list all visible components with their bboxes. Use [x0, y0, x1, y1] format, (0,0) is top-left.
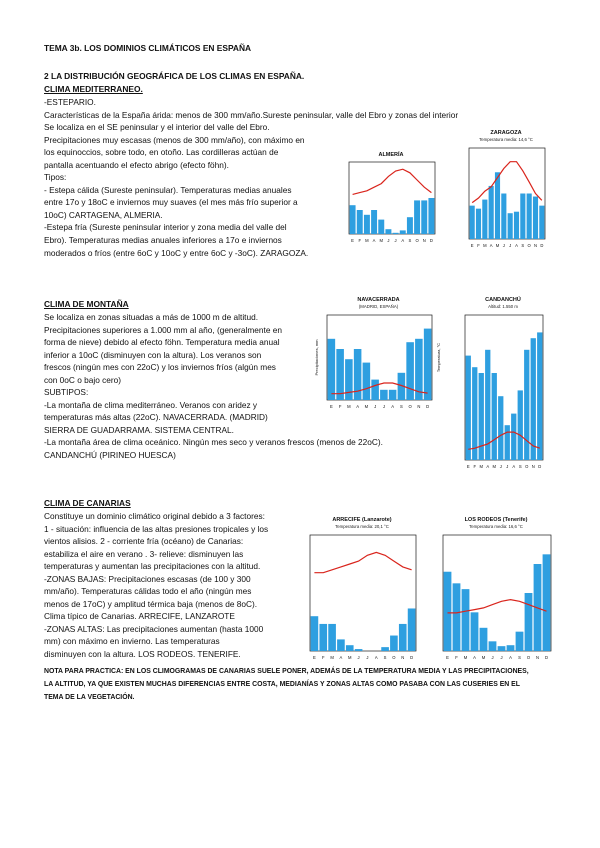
- text-line: 1 - situación: influencia de las altas presiones tropicales y los: [44, 523, 269, 534]
- month-tick: M: [492, 464, 496, 469]
- month-tick: D: [540, 243, 544, 248]
- precip-bar: [407, 217, 413, 234]
- precip-bar: [337, 639, 345, 651]
- month-tick: J: [366, 655, 369, 660]
- month-tick: E: [446, 655, 449, 660]
- text-line: Tipos:: [44, 172, 67, 183]
- text-line: Características de la España árida: menos de 300 mm/año.Sureste peninsular, valle del Ebro y zonas del interior: [44, 109, 459, 120]
- precip-bar: [489, 186, 494, 239]
- chart-subtitle: Temperatura media: 16,6 °C: [469, 524, 523, 529]
- chart-title: ALMERÍA: [378, 152, 404, 158]
- precip-bar: [501, 194, 506, 240]
- precip-bar: [389, 390, 397, 400]
- text-line: Ebro). Temperaturas medias anuales inferiores a 17o e inviernos: [44, 235, 282, 246]
- text-line: -La montaña de clima mediterráneo. Veranos con aridez y: [44, 399, 258, 410]
- text-line: mm) con máximo en invierno. Las temperaturas: [44, 636, 220, 647]
- text-line: disminuyen con la altura. LOS RODEOS. TENERIFE.: [44, 649, 241, 660]
- text-line: SIERRA DE GUADARRAMA. SISTEMA CENTRAL.: [44, 424, 234, 435]
- precip-bar: [507, 645, 515, 651]
- month-tick: J: [491, 655, 494, 660]
- note-line: NOTA PARA PRACTICA: EN LOS CLIMOGRAMAS DE CANARIAS SUELE PONER, ADEMÁS DE LA TEMPERATURA MEDIA Y LAS PRECIPITACIONES,: [44, 668, 529, 675]
- month-tick: A: [356, 404, 360, 409]
- month-tick: E: [351, 238, 354, 243]
- chart-title: ARRECIFE (Lanzarote): [332, 517, 392, 523]
- precip-bar: [381, 647, 389, 651]
- month-tick: F: [473, 464, 477, 469]
- month-tick: N: [401, 655, 405, 660]
- precip-bar: [328, 339, 336, 400]
- text-line: menos de 17oC) y amplitud térmica baja (menos de 8oC).: [44, 598, 258, 609]
- text-line: -ZONAS BAJAS: Precipitaciones escasas (de 100 y 300: [44, 573, 251, 584]
- climograph-almeria: [335, 148, 447, 248]
- precip-bar: [489, 641, 497, 651]
- chart-subtitle: Altitud: 1.550 m: [488, 304, 518, 309]
- month-tick: N: [535, 655, 540, 660]
- precip-bar: [364, 215, 370, 234]
- month-tick: J: [500, 655, 503, 660]
- precip-bar: [354, 349, 362, 400]
- temperature-line: [314, 552, 411, 572]
- month-tick: M: [364, 404, 369, 409]
- section-heading: 2 LA DISTRIBUCIÓN GEOGRÁFICA DE LOS CLIMAS EN ESPAÑA.: [44, 71, 305, 81]
- month-tick: F: [455, 655, 458, 660]
- month-tick: A: [372, 238, 376, 243]
- month-tick: J: [394, 238, 397, 243]
- precip-bar: [498, 396, 503, 460]
- precip-bar: [492, 373, 497, 460]
- text-line: vientos alisios. 2 - corriente fría (océano) de Canarias:: [44, 536, 244, 547]
- text-line: frescos (ningún mes con 22oC) y los inviernos fríos (algún mes: [44, 362, 276, 373]
- precip-bar: [495, 172, 500, 239]
- month-tick: M: [483, 243, 487, 248]
- precip-bar: [476, 209, 481, 239]
- text-line: con 0oC o bajo cero): [44, 374, 122, 385]
- y-axis-label: Precipitaciones, mm: [314, 339, 319, 376]
- month-tick: S: [399, 404, 403, 409]
- text-line: entre 17o y 18oC e inviernos muy suaves (el mes más frío superior a: [44, 197, 298, 208]
- precip-bar: [514, 212, 519, 239]
- canarias-text: [44, 510, 268, 661]
- month-tick: A: [401, 238, 405, 243]
- precip-bar: [472, 367, 477, 460]
- month-tick: S: [383, 655, 387, 660]
- practice-note: [44, 665, 529, 704]
- month-tick: J: [499, 464, 502, 469]
- month-tick: D: [544, 655, 549, 660]
- text-line: mm/año). Temperaturas cálidas todo el año (ningún mes: [44, 586, 252, 597]
- month-tick: E: [466, 464, 470, 469]
- month-tick: J: [357, 655, 360, 660]
- month-tick: D: [410, 655, 414, 660]
- precip-bar: [345, 359, 353, 400]
- text-line: temperaturas más altas (22oC). NAVACERRADA. (MADRID): [44, 412, 268, 423]
- text-line: -ZONAS ALTAS: Las precipitaciones aumentan (hasta 1000: [44, 623, 264, 634]
- month-tick: O: [392, 655, 396, 660]
- text-line: -Estepa fría (Sureste peninsular interior y zona media del valle del: [44, 222, 287, 233]
- text-line: los equinoccios, sobre todo, en otoño. Las cordilleras actúan de: [44, 147, 279, 158]
- precip-bar: [498, 646, 506, 651]
- precip-bar: [424, 329, 432, 400]
- month-tick: M: [379, 238, 383, 243]
- month-tick: A: [391, 404, 395, 409]
- month-tick: M: [495, 243, 500, 248]
- precip-bar: [466, 356, 471, 460]
- month-tick: N: [533, 243, 538, 248]
- month-tick: S: [408, 238, 412, 243]
- precip-bar: [471, 612, 479, 651]
- precip-bar: [393, 233, 399, 234]
- month-tick: J: [509, 243, 512, 248]
- precip-bar: [421, 200, 427, 234]
- month-tick: O: [526, 655, 531, 660]
- month-tick: J: [382, 404, 385, 409]
- chart-title: NAVACERRADA: [357, 297, 400, 303]
- mediterraneo-heading: CLIMA MEDITERRANEO.: [44, 84, 143, 94]
- precip-bar: [311, 616, 319, 651]
- text-line: Se localiza en zonas situadas a más de 1000 m de altitud.: [44, 312, 259, 322]
- month-tick: M: [463, 655, 468, 660]
- month-tick: S: [521, 243, 525, 248]
- month-tick: J: [502, 243, 505, 248]
- month-tick: F: [477, 243, 480, 248]
- precip-bar: [328, 624, 336, 651]
- precip-bar: [511, 414, 516, 460]
- precip-bar: [357, 210, 363, 234]
- climograph-svg: [335, 148, 447, 248]
- y2-axis-label: Temperatura, °C: [436, 342, 441, 373]
- precip-bar: [406, 342, 414, 400]
- text-line: SUBTIPOS:: [44, 387, 89, 398]
- month-tick: N: [531, 464, 535, 469]
- month-tick: M: [365, 238, 369, 243]
- climograph-svg: [313, 293, 444, 414]
- month-tick: N: [422, 238, 426, 243]
- precip-bar: [505, 425, 510, 460]
- note-line: TEMA DE LA VEGETACIÓN.: [44, 694, 135, 701]
- climograph-zaragoza: [455, 126, 557, 253]
- month-tick: M: [481, 655, 486, 660]
- precip-bar: [533, 197, 538, 239]
- month-tick: A: [515, 243, 518, 248]
- month-tick: M: [479, 464, 483, 469]
- month-tick: O: [527, 243, 531, 248]
- climograph-svg: [296, 513, 428, 665]
- text-line: 10oC) CARTAGENA, ALMERIA.: [44, 209, 163, 220]
- month-tick: J: [506, 464, 509, 469]
- month-tick: E: [470, 243, 474, 248]
- chart-subtitle: Temperatura media: 20,1 °C: [335, 524, 389, 529]
- month-tick: A: [489, 243, 493, 248]
- text-line: forma de nieve) debido al efecto föhn. Temperatura media anual: [44, 337, 280, 348]
- temperature-line: [353, 169, 432, 194]
- precip-bar: [480, 628, 488, 651]
- text-line: estabiliza el aire en verano . 3- relieve: disminuyen las: [44, 548, 244, 559]
- text-line: temperaturas y aumentan las precipitaciones con la altitud.: [44, 561, 261, 572]
- precip-bar: [414, 200, 420, 234]
- montana-heading: CLIMA DE MONTAÑA: [44, 299, 129, 309]
- climograph-arrecife: [296, 513, 428, 665]
- month-tick: F: [321, 655, 325, 660]
- climograph-svg: [455, 126, 557, 253]
- precip-bar: [518, 390, 523, 460]
- month-tick: N: [417, 404, 421, 409]
- month-tick: M: [348, 655, 352, 660]
- precip-bar: [355, 649, 363, 651]
- month-tick: D: [426, 404, 430, 409]
- precip-bar: [453, 583, 461, 651]
- month-tick: D: [429, 238, 433, 243]
- month-tick: M: [347, 404, 351, 409]
- canarias-heading: CLIMA DE CANARIAS: [44, 498, 131, 508]
- chart-title: LOS RODEOS (Tenerife): [464, 517, 528, 523]
- month-tick: A: [339, 655, 343, 660]
- month-tick: J: [374, 404, 377, 409]
- precip-bar: [378, 220, 384, 234]
- precip-bar: [524, 350, 529, 460]
- text-line: Constituye un dominio climático original debido a 3 factores:: [44, 511, 265, 521]
- month-tick: A: [509, 655, 512, 660]
- month-tick: O: [415, 238, 419, 243]
- climograph-losrodeos: [429, 513, 563, 665]
- precip-bar: [520, 194, 525, 240]
- text-line: -ESTEPARIO.: [44, 97, 96, 107]
- month-tick: F: [358, 238, 362, 243]
- chart-title: ZARAGOZA: [490, 130, 522, 136]
- precip-bar: [516, 632, 524, 651]
- precip-bar: [527, 194, 532, 240]
- month-tick: S: [518, 464, 522, 469]
- text-line: Se localiza en el SE peninsular y el interior del valle del Ebro.: [44, 122, 270, 133]
- text-line: CANDANCHÚ (PIRINEO HUESCA): [44, 450, 176, 461]
- precip-bar: [539, 206, 544, 239]
- text-line: moderados o fríos (entre 6oC y 10oC y entre 6oC y -3oC). ZARAGOZA.: [44, 247, 309, 258]
- precip-bar: [531, 338, 536, 460]
- precip-bar: [380, 390, 388, 400]
- month-tick: A: [374, 655, 378, 660]
- month-tick: F: [338, 404, 342, 409]
- climograph-candanchu: [451, 293, 555, 474]
- precip-bar: [508, 213, 513, 239]
- climograph-svg: [451, 293, 555, 474]
- precip-bar: [399, 624, 407, 651]
- precip-bar: [428, 198, 434, 234]
- month-tick: M: [330, 655, 334, 660]
- precip-bar: [400, 230, 406, 234]
- month-tick: E: [329, 404, 333, 409]
- chart-subtitle: Temperatura media: 14,6 °C: [479, 137, 533, 142]
- text-line: inferior a 10oC (disminuyen con la altura). Los veranos son: [44, 349, 262, 360]
- precip-bar: [462, 589, 470, 651]
- month-tick: A: [512, 464, 516, 469]
- chart-title: CANDANCHÚ: [485, 297, 521, 303]
- climograph-navacerrada: [313, 293, 444, 414]
- precip-bar: [350, 205, 356, 234]
- text-line: Clima típico de Canarias. ARRECIFE, LANZAROTE: [44, 611, 235, 622]
- precip-bar: [371, 210, 377, 234]
- chart-subtitle: (MADRID, ESPAÑA): [358, 304, 399, 309]
- precip-bar: [319, 624, 327, 651]
- month-tick: O: [525, 464, 529, 469]
- text-line: - Estepa cálida (Sureste peninsular). Temperaturas medias anuales: [44, 184, 292, 195]
- month-tick: A: [486, 464, 490, 469]
- month-tick: O: [408, 404, 412, 409]
- precip-bar: [525, 593, 533, 651]
- text-line: pantalla acentuando el efecto abrigo (efecto föhn).: [44, 159, 229, 170]
- precip-bar: [336, 349, 344, 400]
- precip-bar: [346, 645, 354, 651]
- month-tick: E: [313, 655, 316, 660]
- precip-bar: [371, 380, 379, 400]
- precip-bar: [470, 206, 475, 239]
- month-tick: J: [387, 238, 390, 243]
- text-line: Precipitaciones muy escasas (menos de 300 mm/año), con máximo en: [44, 134, 305, 145]
- text-line: -La montaña área de clima oceánico. Ningún mes seco y veranos frescos (menos de 22oC).: [44, 437, 383, 448]
- precip-bar: [444, 572, 452, 651]
- precip-bar: [408, 608, 416, 651]
- month-tick: D: [538, 464, 542, 469]
- precip-bar: [537, 332, 542, 460]
- precip-bar: [482, 200, 487, 239]
- page-title: TEMA 3b. LOS DOMINIOS CLIMÁTICOS EN ESPAÑA: [44, 43, 252, 53]
- precip-bar: [543, 554, 551, 651]
- month-tick: S: [518, 655, 521, 660]
- text-line: Precipitaciones superiores a 1.000 mm al año, (generalmente en: [44, 324, 282, 335]
- precip-bar: [390, 636, 398, 651]
- month-tick: A: [473, 655, 476, 660]
- climograph-svg: [429, 513, 563, 665]
- precip-bar: [363, 363, 371, 400]
- precip-bar: [385, 229, 391, 234]
- note-line: LA ALTITUD, YA QUE EXISTEN MUCHAS DIFERENCIAS ENTRE COSTA, MEDIANÍAS Y ZONAS ALTAS COMO PASABA CON LAS CUSERIES EN EL: [44, 681, 520, 688]
